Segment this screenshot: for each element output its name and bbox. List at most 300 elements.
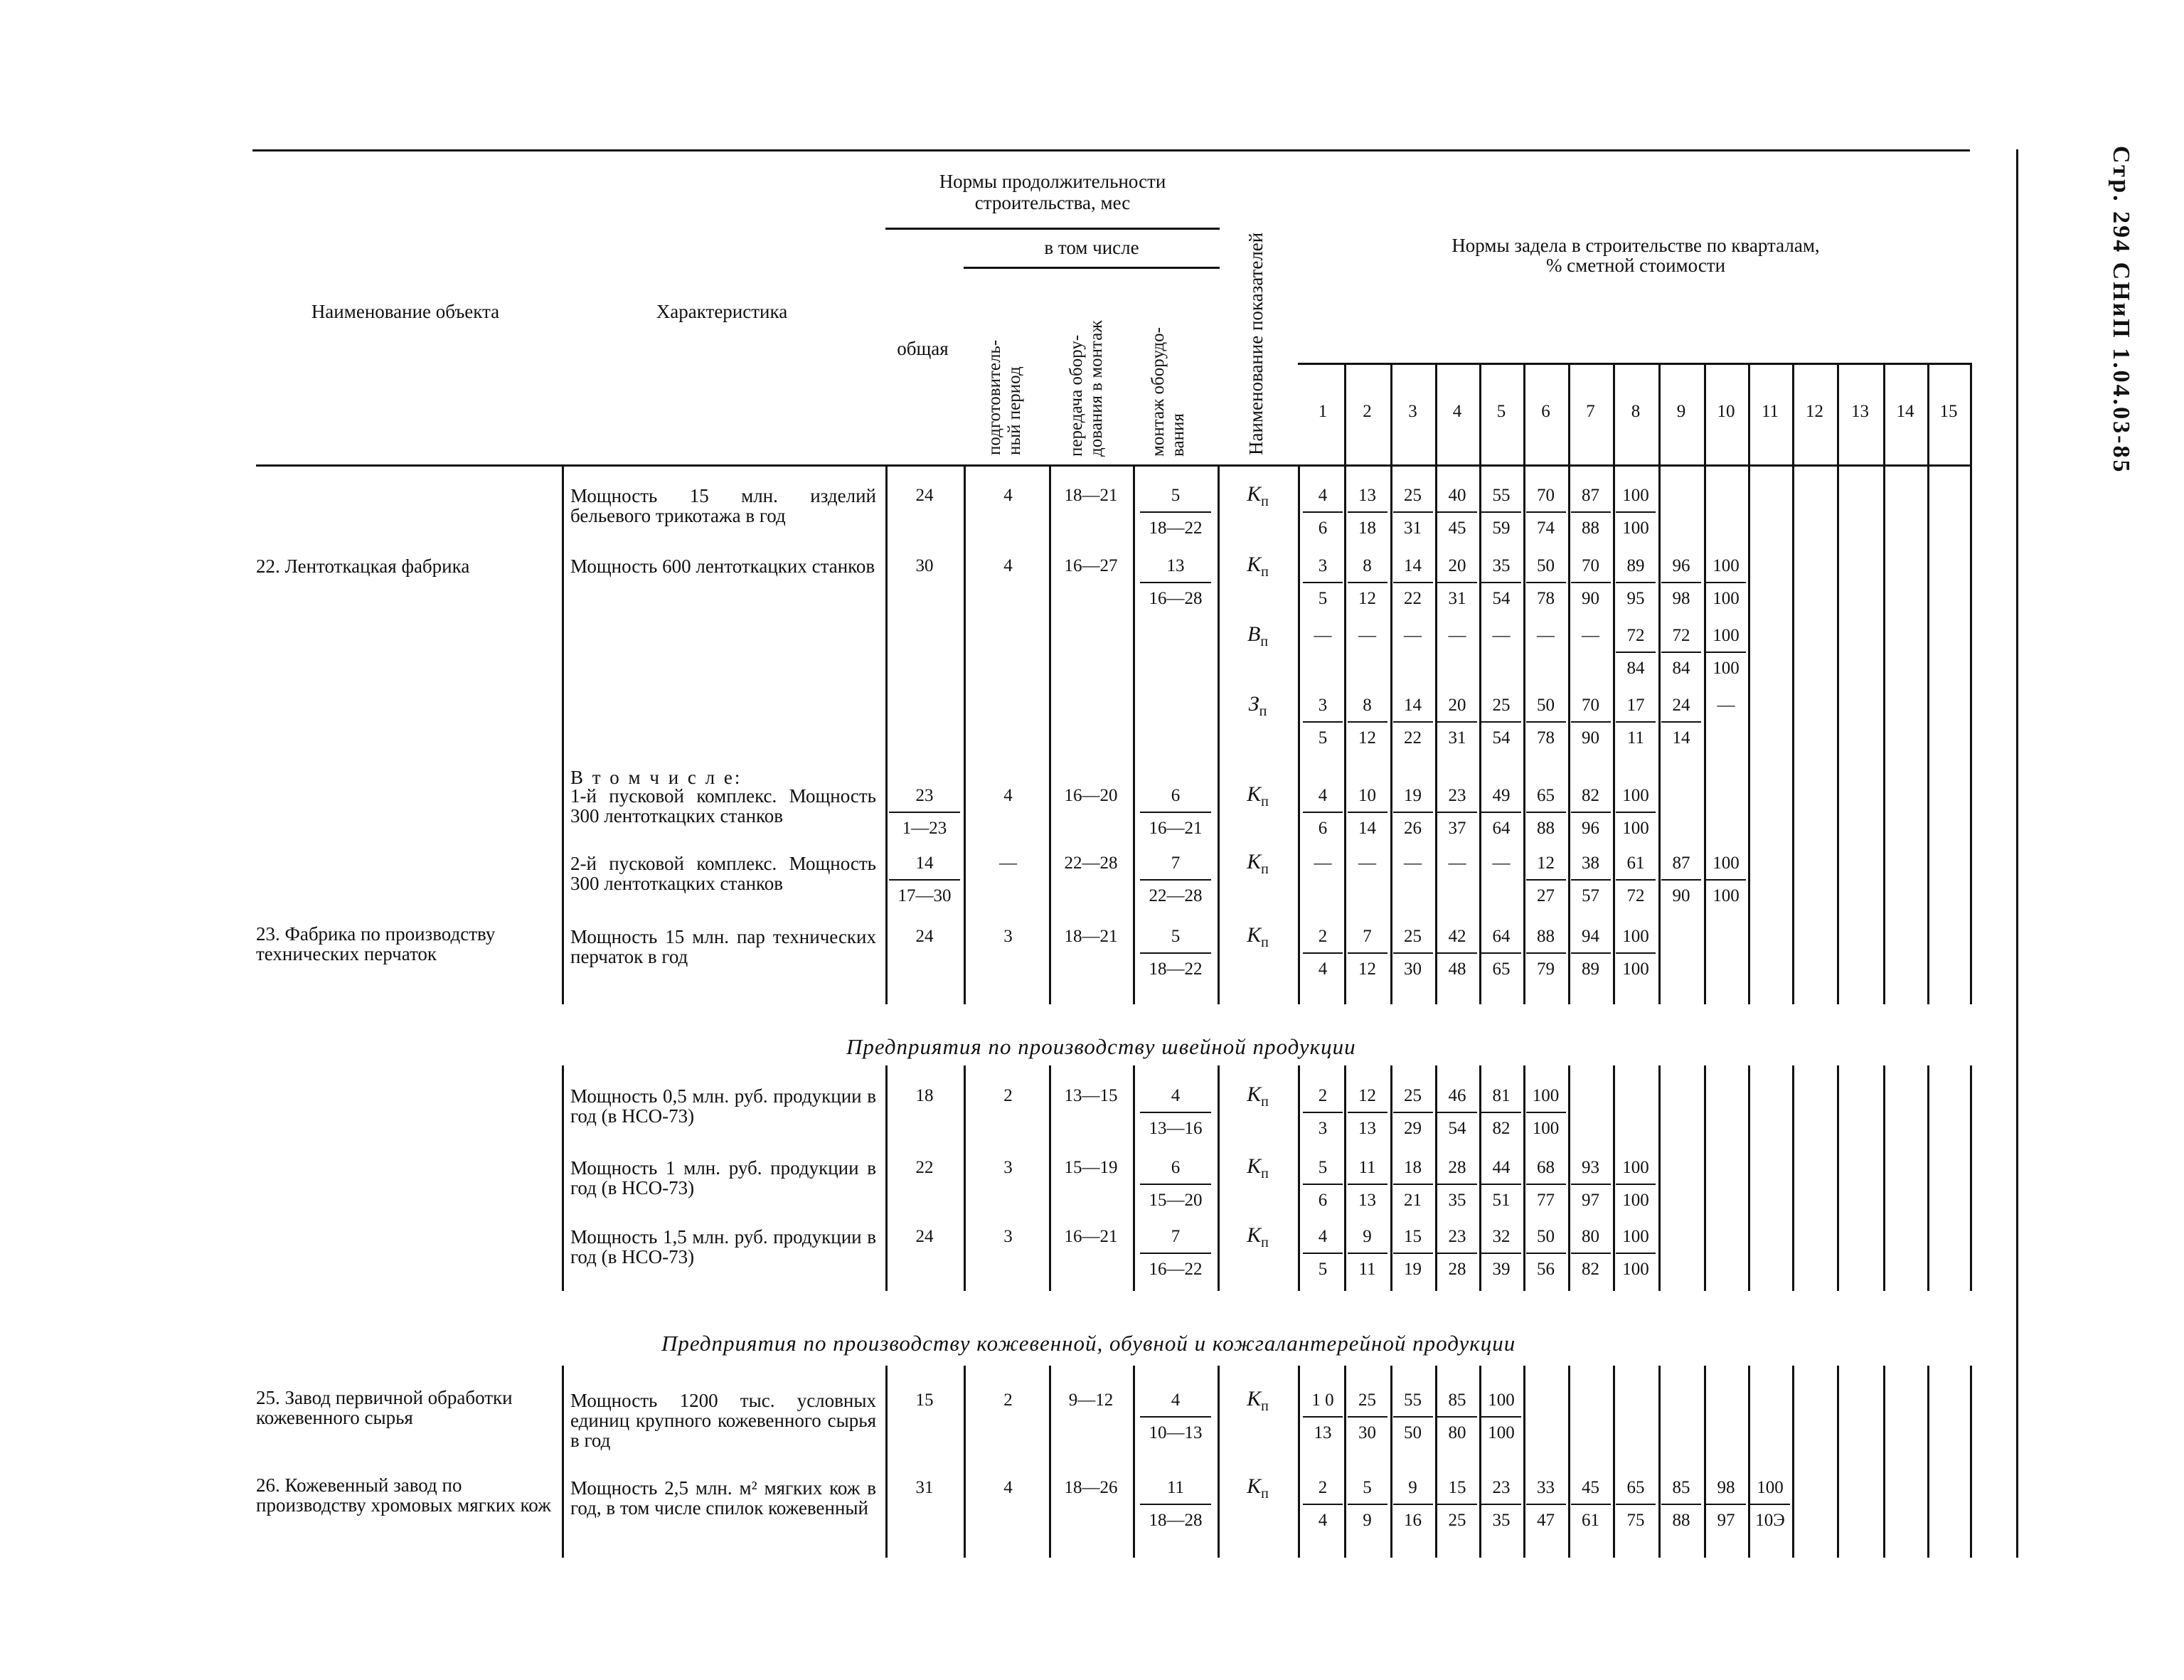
backlog-top: 4 <box>1303 786 1343 813</box>
backlog-bottom: 35 <box>1448 1191 1466 1210</box>
backlog-bottom: 100 <box>1488 1423 1515 1442</box>
backlog-bottom <box>1437 652 1477 657</box>
backlog-bottom: 100 <box>1622 519 1649 538</box>
backlog-top: 72 <box>1616 626 1656 653</box>
table-vline <box>1344 464 1346 1004</box>
backlog-top: 65 <box>1616 1478 1656 1505</box>
backlog-top: 23 <box>1437 786 1477 813</box>
backlog-bottom: 95 <box>1626 589 1645 608</box>
table-vline <box>1704 464 1706 1004</box>
table-vline <box>562 464 564 1004</box>
backlog-cell <box>1348 696 1387 748</box>
backlog-cell <box>1481 854 1521 885</box>
backlog-bottom: 5 <box>1318 1260 1328 1279</box>
backlog-cell <box>1437 854 1477 885</box>
backlog-top: 80 <box>1571 1227 1611 1254</box>
backlog-cell <box>1661 556 1701 609</box>
backlog-bottom <box>1348 879 1387 885</box>
backlog-bottom: 80 <box>1448 1423 1466 1442</box>
backlog-top: 100 <box>1526 1086 1566 1113</box>
backlog-top: 50 <box>1526 556 1566 583</box>
backlog-cell <box>1303 927 1343 979</box>
backlog-top: — <box>1492 626 1511 645</box>
backlog-cell <box>1526 696 1566 748</box>
indicator-name <box>1218 782 1298 812</box>
backlog-bottom: 48 <box>1448 959 1466 979</box>
backlog-cell <box>1303 854 1343 885</box>
backlog-top: 23 <box>1437 1227 1477 1254</box>
backlog-top: 65 <box>1526 786 1566 813</box>
backlog-bottom: 77 <box>1537 1191 1555 1210</box>
backlog-cell <box>1393 1086 1433 1139</box>
backlog-top: 25 <box>1481 696 1521 723</box>
backlog-top: 100 <box>1750 1478 1790 1505</box>
table-vline <box>1792 1065 1794 1291</box>
table-vline <box>1344 1366 1346 1558</box>
backlog-cell <box>1481 556 1521 609</box>
object-name: 23. Фабрика по производству технических перчаток <box>256 923 496 964</box>
backlog-cell <box>1481 626 1521 657</box>
backlog-top: 85 <box>1437 1391 1477 1418</box>
backlog-bottom: 12 <box>1358 728 1376 748</box>
backlog-top: 96 <box>1661 556 1701 583</box>
backlog-top: 100 <box>1616 786 1656 813</box>
table-vline <box>1298 1366 1300 1558</box>
backlog-cell <box>1303 696 1343 748</box>
backlog-bottom: 4 <box>1318 1511 1328 1530</box>
backlog-top: 38 <box>1571 854 1611 881</box>
backlog-bottom: 18 <box>1358 519 1376 538</box>
indicator-name <box>1218 1223 1298 1253</box>
backlog-cell <box>1393 696 1433 748</box>
equipment-transfer: 9—12 <box>1068 1391 1114 1410</box>
backlog-cell <box>1481 1391 1521 1443</box>
equipment-install <box>1140 927 1211 979</box>
backlog-top: 42 <box>1437 927 1477 954</box>
backlog-bottom: 84 <box>1672 659 1690 678</box>
backlog-top: 2 <box>1303 927 1343 954</box>
table-vline <box>1837 1366 1839 1558</box>
backlog-cell <box>1437 786 1477 839</box>
backlog-top: 20 <box>1437 696 1477 723</box>
indicator-letter: К <box>1247 1474 1262 1498</box>
backlog-cell <box>1348 626 1387 657</box>
equipment-install-bottom: 16—22 <box>1149 1260 1203 1279</box>
table-vline <box>1133 464 1135 1004</box>
backlog-top: 24 <box>1661 696 1701 723</box>
backlog-cell <box>1616 1227 1656 1280</box>
backlog-bottom: 5 <box>1318 728 1328 748</box>
header-total: общая <box>897 338 949 359</box>
indicator-letter: К <box>1247 553 1262 576</box>
backlog-cell <box>1393 786 1433 839</box>
table-vline <box>1883 1065 1885 1291</box>
equipment-install-top: 6 <box>1140 786 1211 813</box>
backlog-bottom <box>1393 879 1433 885</box>
backlog-cell <box>1348 1227 1387 1280</box>
backlog-top: 49 <box>1481 786 1521 813</box>
backlog-bottom: 82 <box>1582 1260 1599 1279</box>
backlog-cell <box>1750 1478 1790 1531</box>
quarter-number: 9 <box>1676 402 1686 421</box>
table-vline <box>1748 464 1750 1004</box>
backlog-cell <box>1571 786 1611 839</box>
backlog-top: 61 <box>1616 854 1656 881</box>
backlog-top: — <box>1404 854 1422 873</box>
backlog-top: 72 <box>1661 626 1701 653</box>
backlog-bottom: 22 <box>1404 728 1422 748</box>
backlog-cell <box>1393 556 1433 609</box>
backlog-bottom: 30 <box>1358 1423 1376 1442</box>
backlog-cell <box>1661 1478 1701 1531</box>
header-backlog-norms: Нормы задела в строительстве по кварталам, <box>1451 235 1820 256</box>
backlog-bottom: 19 <box>1404 1260 1422 1279</box>
backlog-cell <box>1348 1478 1387 1531</box>
header-object-name: Наименование объекта <box>311 301 500 322</box>
backlog-cell <box>1303 786 1343 839</box>
backlog-bottom: 31 <box>1448 589 1466 608</box>
backlog-top: 9 <box>1393 1478 1433 1505</box>
table-vline <box>1970 1366 1972 1558</box>
backlog-cell <box>1481 786 1521 839</box>
equipment-install-top: 5 <box>1140 927 1211 954</box>
backlog-cell <box>1303 1391 1343 1443</box>
table-vline <box>1298 464 1300 1004</box>
backlog-top: 28 <box>1437 1158 1477 1185</box>
indicator-name <box>1218 852 1298 879</box>
backlog-bottom <box>1526 652 1566 657</box>
backlog-top: 8 <box>1348 696 1387 723</box>
backlog-cell <box>1481 1158 1521 1211</box>
backlog-bottom <box>1303 652 1343 657</box>
backlog-bottom: 26 <box>1404 819 1422 838</box>
table-vline <box>1658 1366 1661 1558</box>
backlog-top: 55 <box>1393 1391 1433 1418</box>
backlog-bottom: 25 <box>1448 1511 1466 1530</box>
backlog-bottom <box>1571 652 1611 657</box>
quarter-number: 15 <box>1939 402 1958 421</box>
total-duration: 18 <box>915 1086 934 1105</box>
total-duration <box>889 854 960 906</box>
indicator-subscript: п <box>1261 1166 1269 1181</box>
backlog-top: 4 <box>1303 1227 1343 1254</box>
backlog-cell <box>1303 626 1343 657</box>
backlog-top: 25 <box>1393 1086 1433 1113</box>
characteristic: 1-й пусковой комплекс. Мощность 300 лентоткацких станков <box>570 785 876 826</box>
backlog-bottom: 57 <box>1582 886 1599 905</box>
backlog-bottom: 88 <box>1582 519 1599 538</box>
backlog-cell <box>1303 1227 1343 1280</box>
backlog-top: 10 <box>1348 786 1387 813</box>
backlog-bottom: 97 <box>1582 1191 1599 1210</box>
characteristic: Мощность 1,5 млн. руб. продукции в год (в НСО-73) <box>570 1226 876 1267</box>
backlog-bottom: 4 <box>1318 959 1328 979</box>
equipment-install-top: 11 <box>1140 1478 1211 1505</box>
backlog-cell <box>1437 1478 1477 1531</box>
backlog-bottom <box>1481 652 1521 657</box>
backlog-bottom: 82 <box>1492 1119 1511 1138</box>
equipment-install <box>1140 1478 1211 1531</box>
characteristic-lead: В т о м ч и с л е: <box>570 767 742 788</box>
equipment-install-bottom: 16—28 <box>1149 589 1203 608</box>
backlog-bottom: 100 <box>1532 1119 1560 1138</box>
equipment-install-bottom: 18—22 <box>1149 519 1203 538</box>
backlog-top: — <box>1582 626 1599 645</box>
table-vline <box>1837 1065 1839 1291</box>
backlog-top: 82 <box>1571 786 1611 813</box>
backlog-top: 25 <box>1348 1391 1387 1418</box>
backlog-top: 5 <box>1348 1478 1387 1505</box>
backlog-cell <box>1481 1478 1521 1531</box>
backlog-top: 8 <box>1348 556 1387 583</box>
backlog-bottom: 90 <box>1582 728 1599 748</box>
equipment-install-bottom: 13—16 <box>1149 1119 1203 1138</box>
backlog-top: 15 <box>1393 1227 1433 1254</box>
equipment-install-top: 6 <box>1140 1158 1211 1185</box>
backlog-cell <box>1706 556 1746 609</box>
table-vline <box>964 464 966 1004</box>
equipment-install-bottom: 18—22 <box>1149 959 1203 979</box>
equipment-install-top: 13 <box>1140 556 1211 583</box>
object-name: 22. Лентоткацкая фабрика <box>256 555 470 577</box>
equipment-install-bottom: 15—20 <box>1149 1191 1203 1210</box>
page-stamp: Стр. 294 СНиП 1.04.03-85 <box>2108 146 2134 474</box>
table-vline <box>1792 464 1794 1004</box>
table-vline <box>885 464 888 1004</box>
backlog-cell <box>1706 854 1746 906</box>
indicator-name <box>1218 1154 1298 1184</box>
backlog-cell <box>1393 486 1433 538</box>
backlog-top: 18 <box>1393 1158 1433 1185</box>
backlog-top: 87 <box>1571 486 1611 513</box>
backlog-cell <box>1481 486 1521 538</box>
indicator-subscript: п <box>1261 564 1269 580</box>
backlog-cell <box>1706 1478 1746 1531</box>
backlog-top: — <box>1717 696 1735 715</box>
prep-period: 3 <box>1003 1227 1013 1246</box>
backlog-cell <box>1616 1158 1656 1211</box>
backlog-cell <box>1437 1158 1477 1211</box>
characteristic: 2-й пусковой комплекс. Мощность 300 лентоткацких станков <box>570 853 876 894</box>
backlog-cell <box>1481 927 1521 979</box>
table-vline <box>2016 149 2018 1558</box>
table-vline <box>1970 1065 1972 1291</box>
backlog-cell <box>1437 1227 1477 1280</box>
table-vline <box>1613 1366 1615 1558</box>
backlog-top: 11 <box>1348 1158 1387 1185</box>
backlog-top: 85 <box>1661 1478 1701 1505</box>
table-vline <box>1927 1366 1929 1558</box>
table-vline <box>1218 464 1220 1004</box>
backlog-top: 100 <box>1706 626 1746 653</box>
backlog-top: — <box>1448 626 1466 645</box>
backlog-bottom: 12 <box>1358 589 1376 608</box>
section-title-sewing: Предприятия по производству швейной продукции <box>846 1034 1356 1059</box>
table-vline <box>964 1366 966 1558</box>
table-vline <box>1344 1065 1346 1291</box>
characteristic: Мощность 15 млн. изделий бельевого трикотажа в год <box>570 485 876 526</box>
total-duration: 15 <box>915 1391 934 1410</box>
backlog-top: 15 <box>1437 1478 1477 1505</box>
backlog-top: — <box>1358 854 1376 873</box>
quarter-number: 4 <box>1452 402 1462 421</box>
backlog-bottom: 31 <box>1448 728 1466 748</box>
backlog-top: 32 <box>1481 1227 1521 1254</box>
backlog-top: 50 <box>1526 1227 1566 1254</box>
backlog-cell <box>1393 1227 1433 1280</box>
backlog-bottom: 54 <box>1492 589 1511 608</box>
equipment-transfer: 18—21 <box>1064 486 1118 505</box>
table-vline <box>1837 464 1839 1004</box>
backlog-cell <box>1571 927 1611 979</box>
prep-period: 3 <box>1003 927 1013 946</box>
backlog-bottom: 78 <box>1537 589 1555 608</box>
backlog-cell <box>1571 486 1611 538</box>
backlog-cell <box>1571 1478 1611 1531</box>
equipment-transfer: 16—27 <box>1064 556 1118 575</box>
table-vline <box>1133 1065 1135 1291</box>
backlog-bottom: 100 <box>1622 959 1649 979</box>
backlog-bottom: 100 <box>1622 1191 1649 1210</box>
backlog-top: 98 <box>1706 1478 1746 1505</box>
equipment-install-top: 4 <box>1140 1086 1211 1113</box>
backlog-top: 81 <box>1481 1086 1521 1113</box>
backlog-bottom: 88 <box>1672 1511 1690 1530</box>
backlog-bottom: 50 <box>1404 1423 1422 1442</box>
indicator-subscript: п <box>1261 1398 1269 1414</box>
indicator-name <box>1218 1389 1298 1416</box>
indicator-name <box>1218 1085 1298 1112</box>
backlog-cell <box>1303 1086 1343 1139</box>
table-vline <box>1613 464 1615 1004</box>
equipment-install <box>1140 556 1211 609</box>
backlog-cell <box>1393 927 1433 979</box>
indicator-letter: К <box>1247 1223 1262 1247</box>
backlog-bottom: 12 <box>1358 959 1376 979</box>
total-duration: 24 <box>915 927 934 946</box>
quarter-number: 1 <box>1318 402 1328 421</box>
backlog-cell <box>1661 626 1701 679</box>
prep-period: 3 <box>1003 1158 1013 1177</box>
backlog-top: 55 <box>1481 486 1521 513</box>
prep-period: — <box>999 854 1017 873</box>
header-duration-norms: Нормы продолжительности строительства, мес <box>939 171 1166 213</box>
indicator-letter: В <box>1247 622 1261 646</box>
backlog-bottom: 88 <box>1537 819 1555 838</box>
characteristic: Мощность 0,5 млн. руб. продукции в год (в НСО-73) <box>570 1085 876 1127</box>
indicator-subscript: п <box>1261 1486 1269 1501</box>
quarter-number: 2 <box>1363 402 1372 421</box>
table-vline <box>1883 464 1885 1004</box>
backlog-top: 100 <box>1706 556 1746 583</box>
backlog-top: 40 <box>1437 486 1477 513</box>
section-title-leather: Предприятия по производству кожевенной, обувной и кожгалантерейной продукции <box>661 1331 1516 1356</box>
prep-period: 2 <box>1003 1086 1013 1105</box>
backlog-bottom: 5 <box>1318 589 1328 608</box>
backlog-cell <box>1348 1158 1387 1211</box>
backlog-cell <box>1526 626 1566 657</box>
backlog-top: 5 <box>1303 1158 1343 1185</box>
backlog-bottom: 56 <box>1537 1260 1555 1279</box>
total-duration: 24 <box>915 486 934 505</box>
indicator-subscript: п <box>1261 794 1269 809</box>
backlog-bottom: 100 <box>1622 1260 1649 1279</box>
backlog-bottom: 98 <box>1672 589 1690 608</box>
backlog-bottom: 11 <box>1358 1260 1376 1279</box>
equipment-transfer: 13—15 <box>1064 1086 1118 1105</box>
backlog-bottom: 6 <box>1318 519 1328 538</box>
equipment-install <box>1140 486 1211 538</box>
indicator-name <box>1218 1474 1298 1504</box>
backlog-top: 9 <box>1348 1227 1387 1254</box>
quarter-number: 5 <box>1496 402 1506 421</box>
backlog-cell <box>1526 927 1566 979</box>
backlog-top: 12 <box>1348 1086 1387 1113</box>
total-duration-bottom: 17—30 <box>897 886 952 905</box>
backlog-cell <box>1393 1391 1433 1443</box>
backlog-top: 20 <box>1437 556 1477 583</box>
backlog-top: — <box>1404 626 1422 645</box>
backlog-bottom: 6 <box>1318 1191 1328 1210</box>
indicator-subscript: п <box>1261 1235 1269 1250</box>
backlog-bottom: 89 <box>1582 959 1599 979</box>
backlog-cell <box>1348 556 1387 609</box>
indicator-letter: К <box>1247 1083 1262 1106</box>
table-vline <box>562 1065 564 1291</box>
backlog-cell <box>1661 696 1701 748</box>
indicator-letter: З <box>1248 692 1259 716</box>
quarter-number: 13 <box>1851 402 1869 421</box>
backlog-cell <box>1571 556 1611 609</box>
indicator-subscript: п <box>1261 861 1269 877</box>
backlog-cell <box>1303 556 1343 609</box>
backlog-top: 64 <box>1481 927 1521 954</box>
indicator-letter: К <box>1247 1154 1262 1178</box>
backlog-bottom: 79 <box>1537 959 1555 979</box>
backlog-top: 89 <box>1616 556 1656 583</box>
backlog-bottom: 30 <box>1404 959 1422 979</box>
backlog-cell <box>1616 854 1656 906</box>
characteristic: Мощность 1 млн. руб. продукции в год (в НСО-73) <box>570 1157 876 1198</box>
backlog-top: 2 <box>1303 1086 1343 1113</box>
prep-period: 4 <box>1003 556 1013 575</box>
backlog-cell <box>1526 1086 1566 1139</box>
backlog-cell <box>1481 696 1521 748</box>
indicator-letter: К <box>1247 1387 1262 1410</box>
equipment-install-bottom: 18—28 <box>1149 1511 1203 1530</box>
equipment-install <box>1140 1391 1211 1443</box>
backlog-top: 3 <box>1303 696 1343 723</box>
table-vline <box>562 1366 564 1558</box>
backlog-bottom: 54 <box>1448 1119 1466 1138</box>
backlog-bottom: 96 <box>1582 819 1599 838</box>
table-vline <box>1883 1366 1885 1558</box>
backlog-cell <box>1526 486 1566 538</box>
table-vline <box>1970 464 1972 1004</box>
backlog-cell <box>1526 556 1566 609</box>
table-vline <box>1792 1366 1794 1558</box>
table-vline <box>1927 464 1929 1004</box>
backlog-bottom: 61 <box>1582 1511 1599 1530</box>
backlog-bottom: 16 <box>1404 1511 1422 1530</box>
quarter-number: 6 <box>1541 402 1550 421</box>
backlog-bottom: 64 <box>1492 819 1511 838</box>
backlog-top: 50 <box>1526 696 1566 723</box>
backlog-bottom: 84 <box>1626 659 1645 678</box>
backlog-top: 100 <box>1706 854 1746 881</box>
backlog-top: 88 <box>1526 927 1566 954</box>
equipment-transfer: 15—19 <box>1064 1158 1118 1177</box>
